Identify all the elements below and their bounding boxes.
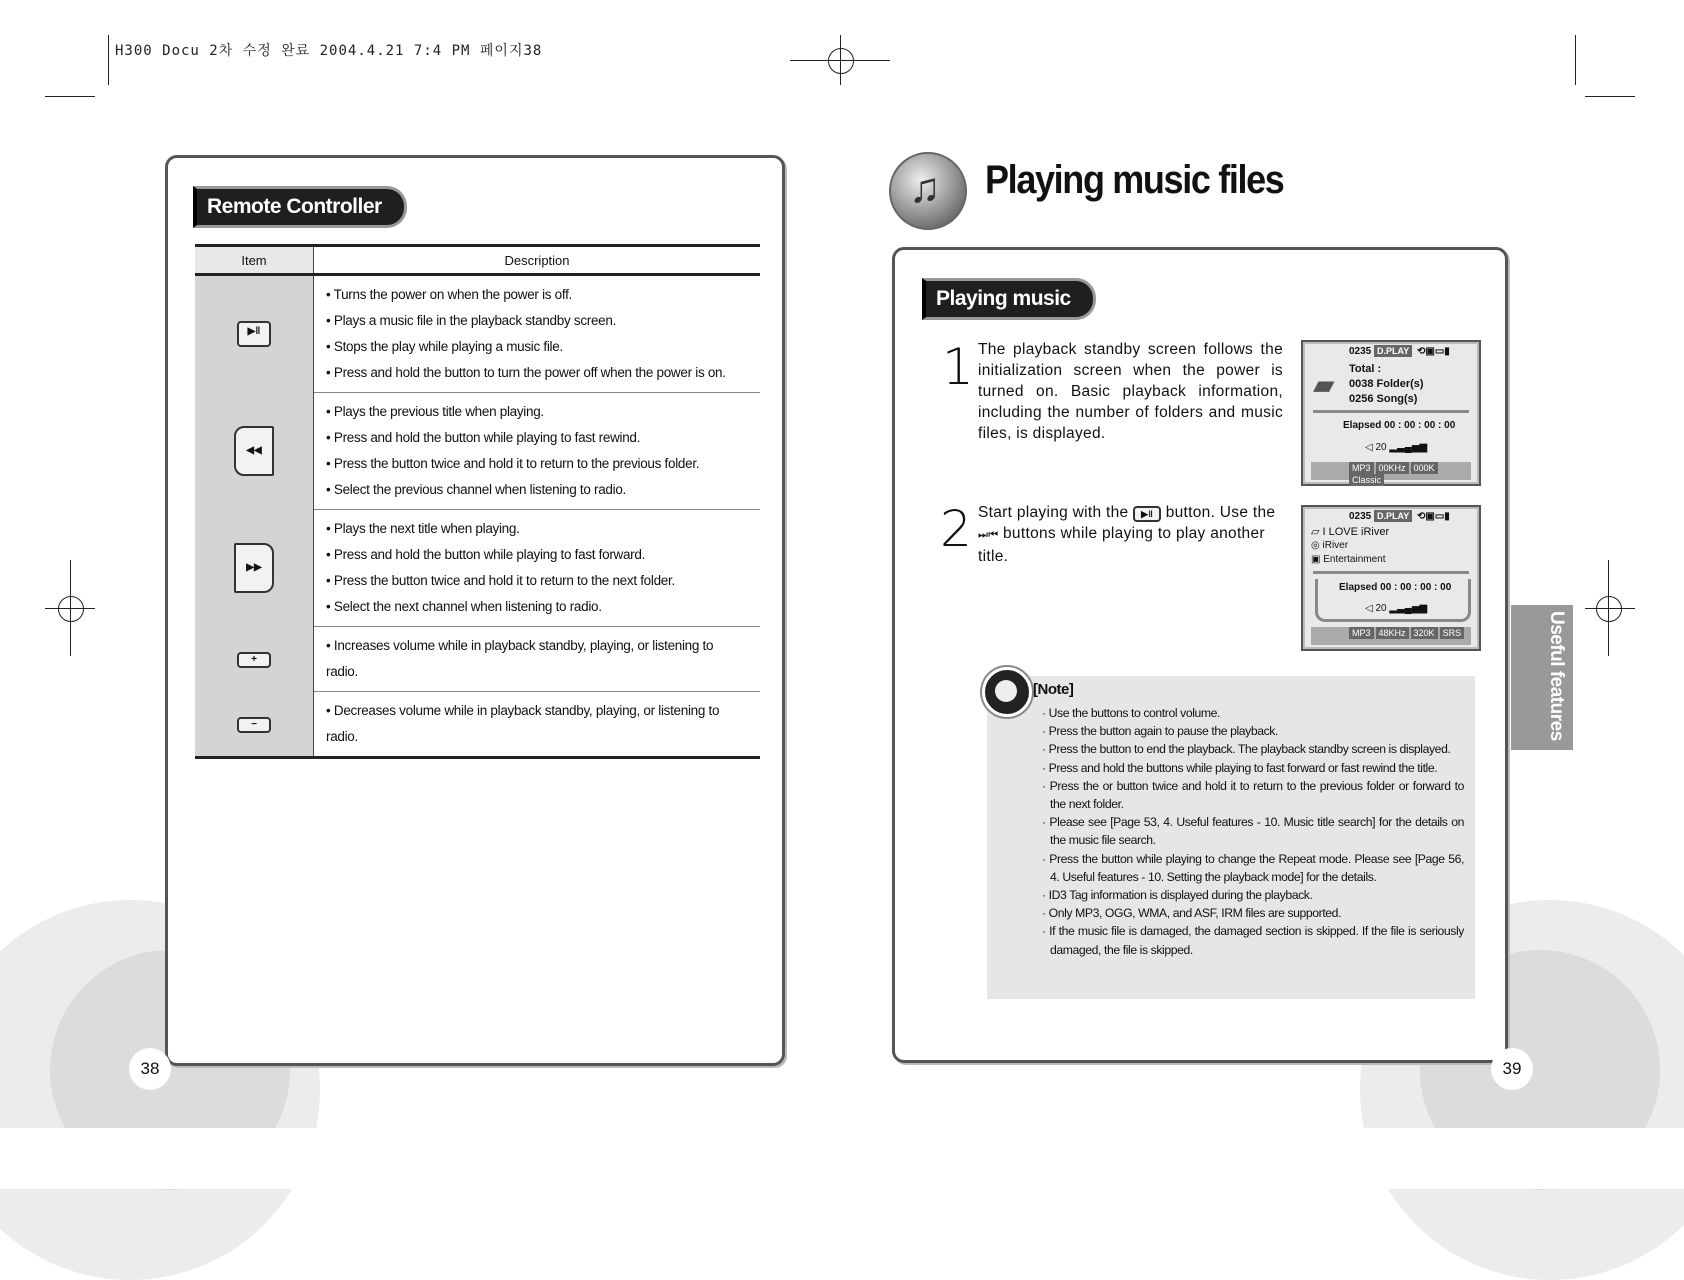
step-text — [978, 502, 1283, 567]
crop-mark — [1575, 35, 1576, 85]
elapsed-label: Elapsed — [1339, 582, 1378, 593]
note-item: · Press the button again to pause the playback. — [1042, 722, 1464, 740]
description-bullet: • Plays a music file in the playback standby screen. — [326, 308, 748, 334]
progress-bar — [1313, 571, 1469, 574]
description-bullet: • Press and hold the button while playing to fast rewind. — [326, 425, 748, 451]
artist-icon: ◎ — [1311, 540, 1323, 551]
step-number: 1 — [942, 338, 974, 396]
volume-up-button-icon: + — [237, 652, 271, 668]
format-chip: 48KHz — [1376, 627, 1409, 639]
format-chip: 00KHz — [1376, 462, 1409, 474]
status-icons: ⟲▣▭▮ — [1417, 346, 1450, 357]
table-row — [195, 393, 760, 510]
page-number-left: 38 — [129, 1048, 171, 1090]
description-bullet: • Press and hold the button to turn the power off when the power is on. — [326, 360, 748, 386]
page-bottom-margin — [0, 1128, 1684, 1189]
song-title: I LOVE iRiver — [1322, 526, 1390, 538]
description-bullet: • Plays the next title when playing. — [326, 516, 748, 542]
album-name: Entertainment — [1323, 554, 1386, 565]
side-tab-label: Useful features — [1546, 611, 1567, 741]
step-number: 2 — [940, 500, 972, 558]
next-prev-buttons-icon: ⏭⏮ — [978, 529, 999, 541]
crop-mark — [1585, 96, 1635, 97]
column-header-description: Description — [314, 246, 761, 275]
play-pause-button-icon: ▶‖ — [1133, 506, 1161, 522]
registration-line — [1585, 608, 1635, 609]
table-row — [195, 692, 760, 758]
note-item: · Press the or button twice and hold it to return to the previous folder or forward to the next folder. — [1042, 777, 1464, 813]
previous-button-icon: ◀◀ — [234, 426, 274, 476]
remote-controller-table — [195, 244, 760, 759]
format-chip: Classic — [1349, 474, 1384, 486]
table-row — [195, 510, 760, 627]
table-cell-description — [314, 393, 761, 510]
folder-icon: ▰ — [1313, 369, 1335, 400]
note-icon — [982, 667, 1032, 717]
play-mode: D.PLAY — [1374, 510, 1412, 522]
volume-level: 20 — [1375, 603, 1387, 614]
format-chip: 320K — [1411, 627, 1438, 639]
play-pause-button-icon: ▶‖ — [237, 321, 271, 347]
description-bullet: • Select the next channel when listening to radio. — [326, 594, 748, 620]
table-cell-description — [314, 692, 761, 758]
elapsed-time: 00 : 00 : 00 : 00 — [1384, 420, 1456, 431]
file-info-bar — [1311, 462, 1471, 485]
table-cell-icon — [195, 627, 314, 692]
folder-icon: ▱ — [1311, 526, 1323, 538]
format-chip: 000K — [1411, 462, 1438, 474]
album-icon: ▣ — [1311, 554, 1324, 565]
folder-count: 0038 Folder(s) — [1349, 378, 1424, 390]
description-bullet: • Plays the previous title when playing. — [326, 399, 748, 425]
player-screen-playing — [1301, 505, 1481, 651]
table-cell-icon — [195, 393, 314, 510]
page-title: Playing music files — [985, 158, 1284, 202]
artist-name: iRiver — [1322, 540, 1349, 551]
play-mode: D.PLAY — [1374, 345, 1412, 357]
volume-bars-icon: ▂▃▄▅▆ — [1389, 442, 1428, 453]
elapsed-time: 00 : 00 : 00 : 00 — [1380, 582, 1452, 593]
total-label: Total : — [1349, 363, 1382, 375]
table-row — [195, 627, 760, 692]
table-cell-icon — [195, 510, 314, 627]
description-bullet: • Turns the power on when the power is off. — [326, 282, 748, 308]
side-tab-useful-features — [1511, 605, 1573, 750]
note-item: · ID3 Tag information is displayed during the playback. — [1042, 886, 1464, 904]
print-header: H300 Docu 2차 수정 완료 2004.4.21 7:4 PM 페이지38 — [115, 43, 543, 59]
note-list — [1042, 704, 1464, 959]
volume-level: 20 — [1375, 442, 1387, 453]
format-chip: MP3 — [1349, 462, 1374, 474]
table-cell-description — [314, 627, 761, 692]
column-header-item: Item — [195, 246, 314, 275]
description-bullet: • Stops the play while playing a music file. — [326, 334, 748, 360]
table-row — [195, 275, 760, 393]
note-item: · Press the button to end the playback. The playback standby screen is displayed. — [1042, 740, 1464, 758]
table-cell-icon — [195, 275, 314, 393]
elapsed-label: Elapsed — [1343, 420, 1382, 431]
player-screen-standby — [1301, 340, 1481, 486]
volume-down-button-icon: − — [237, 717, 271, 733]
music-note-logo-icon: ♫ — [889, 152, 967, 230]
file-info-bar — [1311, 627, 1471, 645]
description-bullet: • Press the button twice and hold it to return to the next folder. — [326, 568, 748, 594]
registration-mark — [1596, 596, 1622, 622]
step-text-part: buttons while playing to play another title. — [978, 525, 1265, 565]
speaker-icon: ◁ — [1365, 442, 1373, 453]
note-item: · Use the buttons to control volume. — [1042, 704, 1464, 722]
registration-line — [1608, 560, 1609, 656]
speaker-icon: ◁ — [1365, 603, 1373, 614]
page-number-right: 39 — [1491, 1048, 1533, 1090]
format-chip: MP3 — [1349, 627, 1374, 639]
note-item: · Please see [Page 53, 4. Useful features - 10. Music title search] for the details on the music file search. — [1042, 813, 1464, 849]
note-item: · If the music file is damaged, the damaged section is skipped. If the file is seriously damaged, the file is skipped. — [1042, 922, 1464, 958]
table-cell-description — [314, 275, 761, 393]
song-count: 0256 Song(s) — [1349, 393, 1418, 405]
crop-mark — [45, 96, 95, 97]
description-bullet: • Select the previous channel when listening to radio. — [326, 477, 748, 503]
section-title-playing-music: Playing music — [922, 278, 1096, 320]
description-bullet: • Decreases volume while in playback standby, playing, or listening to radio. — [326, 698, 748, 750]
note-item: · Press and hold the buttons while playing to fast forward or fast rewind the title. — [1042, 759, 1464, 777]
note-item: · Only MP3, OGG, WMA, and ASF, IRM files are supported. — [1042, 904, 1464, 922]
step-text-part: Start playing with the — [978, 504, 1129, 521]
registration-mark — [828, 48, 854, 74]
description-bullet: • Press and hold the button while playing to fast forward. — [326, 542, 748, 568]
registration-line — [840, 35, 841, 85]
next-button-icon: ▶▶ — [234, 543, 274, 593]
track-number: 0235 — [1349, 511, 1372, 522]
table-cell-description — [314, 510, 761, 627]
registration-mark — [58, 596, 84, 622]
step-text-part: button. Use the — [1165, 504, 1276, 521]
note-label: [Note] — [1033, 681, 1074, 698]
description-bullet: • Press the button twice and hold it to return to the previous folder. — [326, 451, 748, 477]
step-text: The playback standby screen follows the initialization screen when the power is turned on. Basic playback information, including the number of folders and music files, is displayed. — [978, 341, 1283, 442]
table-cell-icon — [195, 692, 314, 758]
track-number: 0235 — [1349, 346, 1372, 357]
description-bullet: • Increases volume while in playback standby, playing, or listening to radio. — [326, 633, 748, 685]
section-title-remote-controller: Remote Controller — [193, 186, 407, 228]
note-item: · Press the button while playing to change the Repeat mode. Please see [Page 56, 4. Useful features - 10. Setting the playback mode] for the details. — [1042, 850, 1464, 886]
volume-bars-icon: ▂▃▄▅▆ — [1389, 603, 1428, 614]
crop-mark — [108, 35, 109, 85]
registration-line — [70, 560, 71, 656]
progress-bar — [1313, 410, 1469, 413]
status-icons: ⟲▣▭▮ — [1417, 511, 1450, 522]
format-chip: SRS — [1440, 627, 1465, 639]
